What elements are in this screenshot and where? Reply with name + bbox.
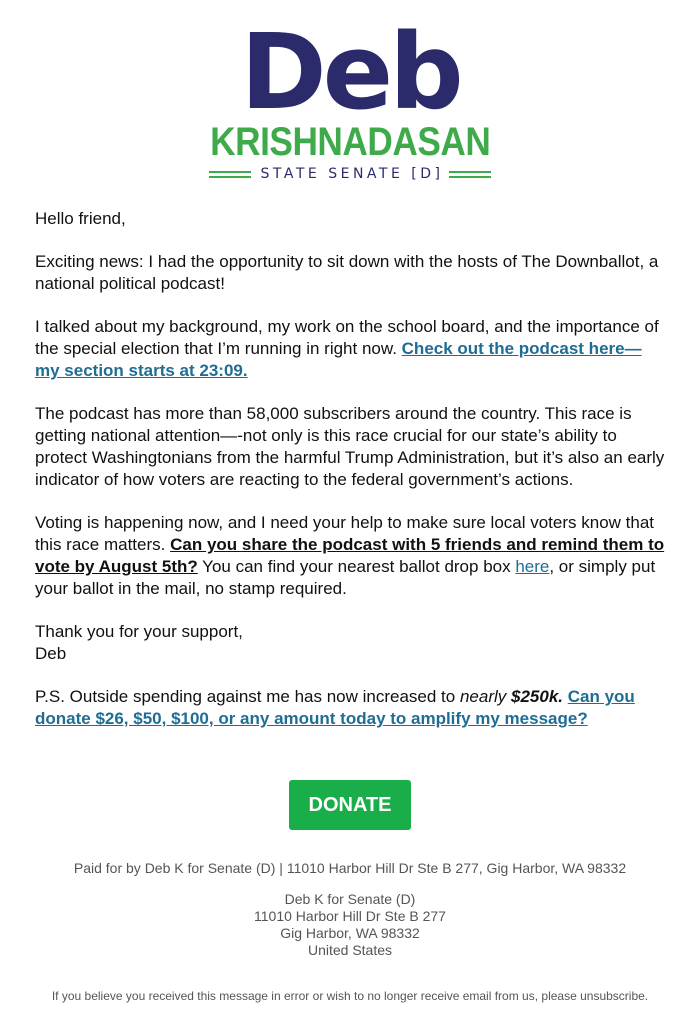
address-country: United States (307, 942, 393, 958)
paragraph-podcast-news: Exciting news: I had the opportunity to sit down with the hosts of The Downballot, a national political podcast! (35, 252, 659, 293)
ps-amount: $250k. (511, 687, 563, 706)
paragraph-background (35, 316, 665, 382)
logo-first-name: Deb (240, 11, 460, 133)
ps-text: P.S. Outside spending against me has now increased to (35, 687, 460, 706)
share-request: Can you share the podcast with 5 friends and remind them to vote by August 5th? (35, 535, 665, 576)
voting-text-2: You can find your nearest ballot drop box (197, 557, 516, 576)
logo-last-name: KRISHNADASAN (209, 120, 491, 164)
donate-button[interactable]: DONATE (289, 780, 411, 830)
voting-text-3: , or simply put your ballot in the mail, no stamp required. (35, 557, 656, 598)
paragraph-subscribers: The podcast has more than 58,000 subscribers around the country. This race is getting national attention—-not only is this race crucial for our state’s ability to protect Washingtonians from the harmful Trump Administration, but it’s also an early indicator of how voters are reacting to the federal government’s actions. (35, 404, 665, 489)
mailing-address (0, 891, 700, 959)
signoff-block (35, 621, 665, 665)
logo-tagline-row (0, 166, 700, 182)
address-street: 11010 Harbor Hill Dr Ste B 277 (254, 908, 446, 924)
email-body (35, 208, 665, 751)
donate-section (0, 780, 700, 830)
paid-for-disclaimer: Paid for by Deb K for Senate (D) | 11010 Harbor Hill Dr Ste B 277, Gig Harbor, WA 98332 (73, 860, 627, 876)
candidate-logo (0, 11, 700, 182)
address-org: Deb K for Senate (D) (284, 891, 416, 907)
ballot-drop-box-link[interactable]: here (515, 557, 550, 576)
podcast-link[interactable]: Check out the podcast here—my section starts at 23:09. (35, 339, 642, 380)
voting-text-1: Voting is happening now, and I need your help to make sure local voters know that this race matters. (35, 513, 655, 554)
logo-left-lines (209, 171, 251, 178)
ps-nearly: nearly (459, 687, 507, 706)
greeting: Hello friend, (35, 209, 126, 228)
signature: Deb (35, 644, 67, 663)
address-city: Gig Harbor, WA 98332 (280, 925, 420, 941)
signoff: Thank you for your support, (35, 622, 243, 641)
paragraph-voting (35, 512, 665, 600)
donate-text-link[interactable]: Can you donate $26, $50, $100, or any amount today to amplify my message? (35, 687, 635, 728)
logo-right-lines (449, 171, 491, 178)
unsubscribe-notice[interactable]: If you believe you received this message in error or wish to no longer receive email from us, please unsubscribe. (51, 989, 649, 1003)
postscript (35, 686, 665, 730)
paragraph-background-text: I talked about my background, my work on the school board, and the importance of the special election that I’m running in right now. (35, 317, 659, 358)
logo-tagline: STATE SENATE [D] (260, 166, 444, 182)
